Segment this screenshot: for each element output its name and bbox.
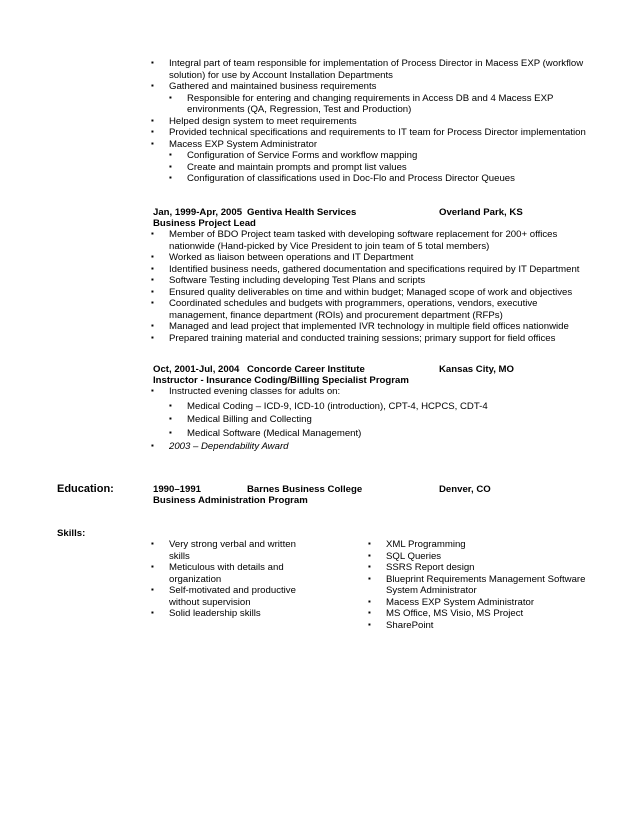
sub-list-item: ▪ Configuration of Service Forms and workflow mapping xyxy=(169,150,418,161)
sub-list-item: ▪ Create and maintain prompts and prompt list values xyxy=(169,161,407,173)
sub-list-item: ▪ Configuration of classifications used in Doc-Flo and Process Director Queues xyxy=(169,173,515,184)
list-item: ▪ Macess EXP System Administrator ▪ Configuration of Service Forms and workflow mapping ▪ Create and maintain prompts and prompt list values ▪ Configuration of classifications used in Doc-Flo and Process Director Queues xyxy=(151,139,591,185)
bullet-icon: ▪ xyxy=(368,596,371,606)
bullet-icon: ▪ xyxy=(151,286,154,296)
list-item: ▪ Prepared training material and conducted training sessions; primary support for field offices xyxy=(151,332,556,344)
list-item: ▪ Self-motivated and productive without supervision xyxy=(151,585,296,608)
list-item: ▪ Blueprint Requirements Management Software System Administrator xyxy=(368,573,586,596)
bullet-icon: ▪ xyxy=(169,173,172,182)
education-label: Education: xyxy=(57,483,114,495)
gentiva-location: Overland Park, KS xyxy=(439,207,523,218)
bullet-icon: ▪ xyxy=(151,252,154,261)
bullet-icon: ▪ xyxy=(368,573,371,583)
bullet-icon: ▪ xyxy=(151,332,154,342)
concorde-company: Concorde Career Institute xyxy=(247,364,365,375)
bullet-icon: ▪ xyxy=(151,585,154,594)
concorde-section xyxy=(151,386,591,453)
bullet-icon: ▪ xyxy=(151,58,154,67)
concorde-dates: Oct, 2001-Jul, 2004 xyxy=(153,364,240,375)
list-item: ▪ Gathered and maintained business requirements ▪ Responsible for entering and changing requirements in Access DB and 4 Macess EXP environments (QA, Regression, Test and Production) xyxy=(151,81,591,116)
list-item: ▪ Ensured quality deliverables on time and within budget; Managed scope of work and objectives xyxy=(151,286,573,298)
bullet-icon: ▪ xyxy=(151,138,154,148)
bullet-icon: ▪ xyxy=(151,441,154,450)
sub-list-item: ▪ Medical Billing and Collecting xyxy=(169,414,312,425)
list-item: ▪ Meticulous with details and organization xyxy=(151,562,284,585)
bullet-icon: ▪ xyxy=(368,619,371,629)
education-location: Denver, CO xyxy=(439,484,491,495)
award-text: 2003 – Dependability Award xyxy=(169,441,289,452)
sub-list-item: ▪ Responsible for entering and changing requirements in Access DB and 4 Macess EXP environments (QA, Regression, Test and Production) xyxy=(169,92,554,115)
list-item: ▪ SQL Queries xyxy=(368,550,442,562)
bullet-icon: ▪ xyxy=(169,414,172,423)
skills-right-list xyxy=(368,539,598,631)
gentiva-dates: Jan, 1999-Apr, 2005 xyxy=(153,207,243,218)
list-item: ▪ Macess EXP System Administrator xyxy=(368,596,535,608)
list-item: ▪ Integral part of team responsible for implementation of Process Director in Macess EXP (workflow solution) for use by Account Installation Departments xyxy=(151,58,584,81)
list-item: ▪ Helped design system to meet requirements xyxy=(151,115,357,127)
bullet-icon: ▪ xyxy=(151,229,154,238)
list-item: ▪ Member of BDO Project team tasked with developing software replacement for 200+ offices nationwide (Hand-picked by Vice President to join team of 5 total members) xyxy=(151,229,558,252)
bullet-icon: ▪ xyxy=(151,539,154,548)
skills-right-column xyxy=(368,539,598,631)
list-item: ▪ MS Office, MS Visio, MS Project xyxy=(368,608,524,619)
bullet-icon: ▪ xyxy=(169,92,172,102)
bullet-icon: ▪ xyxy=(151,608,154,617)
list-item: ▪ Worked as liaison between operations and IT Department xyxy=(151,252,414,263)
macess-list xyxy=(151,58,591,185)
list-item: ▪ Software Testing including developing Test Plans and scripts xyxy=(151,275,426,286)
bullet-icon: ▪ xyxy=(169,400,172,410)
bullet-icon: ▪ xyxy=(368,539,371,548)
concorde-list xyxy=(151,386,591,453)
bullet-icon: ▪ xyxy=(151,386,154,395)
gentiva-list xyxy=(151,229,591,344)
list-item: ▪ Identified business needs, gathered documentation and specifications required by IT Department xyxy=(151,263,580,275)
bullet-icon: ▪ xyxy=(151,562,154,571)
bullet-icon: ▪ xyxy=(169,161,172,171)
list-item: ▪ Instructed evening classes for adults on: ▪ Medical Coding – ICD-9, ICD-10 (introduction), CPT-4, HCPCS, CDT-4 ▪ Medical Billing and Collecting ▪ Medical Software (Medical Management) xyxy=(151,386,591,439)
sub-list-item: ▪ Medical Coding – ICD-9, ICD-10 (introduction), CPT-4, HCPCS, CDT-4 xyxy=(169,400,488,412)
concorde-location: Kansas City, MO xyxy=(439,364,514,375)
bullet-icon: ▪ xyxy=(151,321,154,330)
bullet-icon: ▪ xyxy=(169,150,172,159)
bullet-icon: ▪ xyxy=(151,263,154,273)
skills-label: Skills: xyxy=(57,528,86,539)
gentiva-title: Business Project Lead xyxy=(153,218,256,229)
list-item: ▪ Solid leadership skills xyxy=(151,608,261,619)
bullet-icon: ▪ xyxy=(151,275,154,284)
sub-list-item: ▪ Medical Software (Medical Management) xyxy=(169,427,362,439)
bullet-icon: ▪ xyxy=(151,81,154,90)
bullet-icon: ▪ xyxy=(368,562,371,571)
skills-left-column xyxy=(151,539,311,620)
education-school: Barnes Business College xyxy=(247,484,363,495)
list-item xyxy=(151,441,591,453)
skills-left-list xyxy=(151,539,311,620)
list-item: ▪ Coordinated schedules and budgets with programmers, operations, vendors, executive management, finance department (ROIs) and procurement department (RFPs) xyxy=(151,298,538,321)
list-item: ▪ XML Programming xyxy=(368,539,466,550)
bullet-icon: ▪ xyxy=(151,115,154,125)
list-item: ▪ SharePoint xyxy=(368,619,434,631)
bullet-icon: ▪ xyxy=(368,550,371,560)
education-program: Business Administration Program xyxy=(153,495,308,506)
list-item: ▪ Very strong verbal and written skills xyxy=(151,539,296,562)
gentiva-section xyxy=(151,229,591,344)
gentiva-company: Gentiva Health Services xyxy=(247,207,357,218)
education-dates: 1990–1991 xyxy=(153,484,202,495)
list-item: ▪ SSRS Report design xyxy=(368,562,475,573)
bullet-icon: ▪ xyxy=(151,127,154,136)
macess-section xyxy=(151,58,591,185)
list-item: ▪ Managed and lead project that implemented IVR technology in multiple field offices nationwide xyxy=(151,321,569,332)
bullet-icon: ▪ xyxy=(169,427,172,437)
bullet-icon: ▪ xyxy=(151,298,154,307)
list-item: ▪ Provided technical specifications and requirements to IT team for Process Director implementation xyxy=(151,127,586,138)
bullet-icon: ▪ xyxy=(368,608,371,617)
concorde-title: Instructor - Insurance Coding/Billing Specialist Program xyxy=(153,375,409,386)
